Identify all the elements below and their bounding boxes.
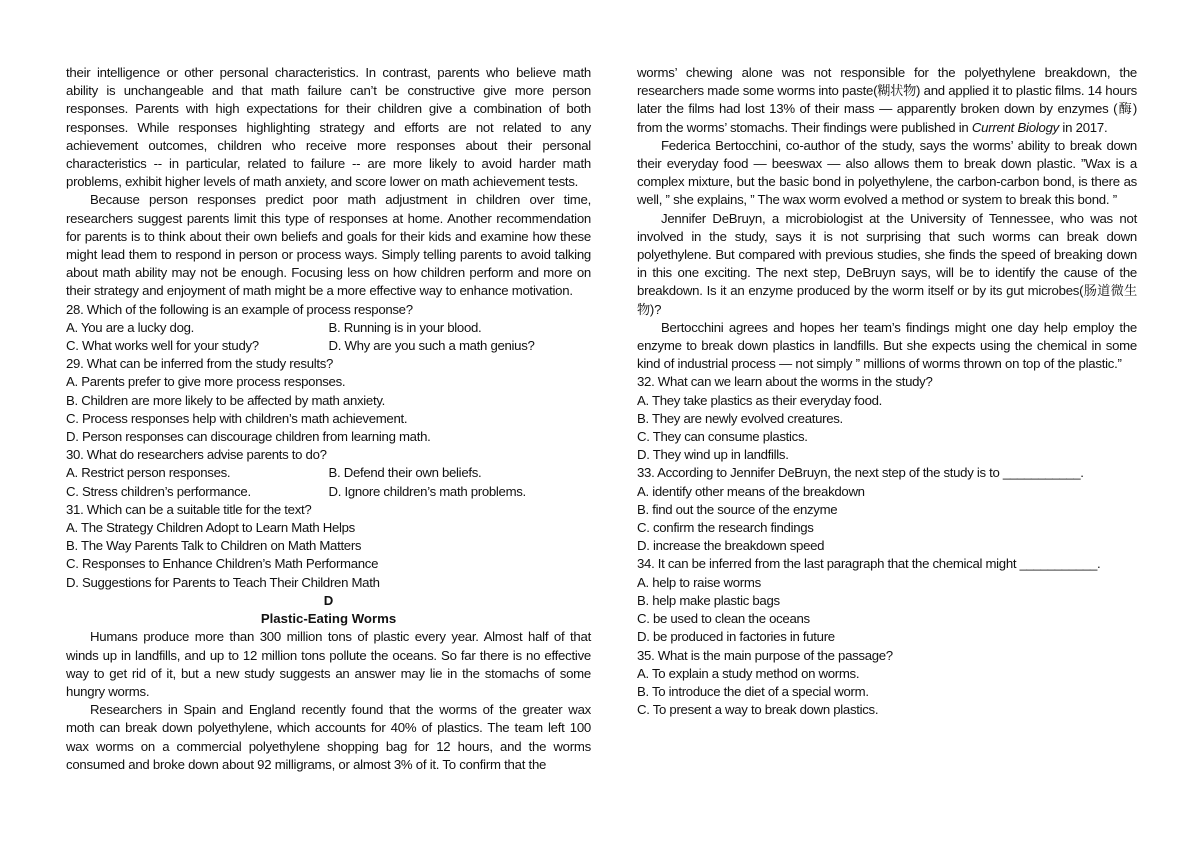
option: C. To present a way to break down plastics. (637, 702, 879, 718)
question-31: 31. Which can be a suitable title for the text? (66, 501, 312, 517)
passage-c-paragraph: Because person responses predict poor math adjustment in children over time, researchers suggest parents limit this type of responses at home. Another recommendation for parents is to think about their own beliefs and goals for their kids and examine how these might lead them to respond in person or process ways. Simply telling parents to avoid talking about math ability may not be enough. Focusing less on how children perform and more on their strategy and enjoyment of math might be a more effective way to enhance motivation. (66, 192, 591, 299)
journal-name: Current Biology (971, 119, 1060, 135)
question-28: 28. Which of the following is an example of process response? (66, 301, 413, 317)
option: C. Responses to Enhance Children’s Math Performance (66, 556, 379, 572)
question-30: 30. What do researchers advise parents to do? (66, 447, 327, 463)
question-32: 32. What can we learn about the worms in the study? (637, 374, 933, 390)
option: A. help to raise worms (637, 574, 761, 590)
option: C. Stress children’s performance. (66, 483, 251, 499)
option: B. To introduce the diet of a special worm. (637, 683, 869, 699)
option: A. The Strategy Children Adopt to Learn Math Helps (66, 520, 355, 536)
option: A. identify other means of the breakdown (637, 483, 865, 499)
passage-title: Plastic-Eating Worms (260, 611, 397, 627)
question-35: 35. What is the main purpose of the passage? (637, 647, 893, 663)
options-row (66, 319, 591, 337)
option: D. Person responses can discourage children from learning math. (66, 429, 431, 445)
option: A. To explain a study method on worms. (637, 665, 860, 681)
option: B. The Way Parents Talk to Children on Math Matters (66, 538, 362, 554)
option: D. Why are you such a math genius? (328, 338, 535, 354)
option: C. Process responses help with children’s math achievement. (66, 410, 408, 426)
passage-d-paragraph: Bertocchini agrees and hopes her team’s findings might one day help employ the enzyme to break down plastics in landfills. But she expects using the chemical in some kind of industrial process — not simply ” millions of worms thrown on top of the plastic.” (637, 319, 1137, 372)
option: A. Restrict person responses. (66, 465, 231, 481)
paragraph-text: in 2017. (1059, 119, 1108, 135)
option: B. They are newly evolved creatures. (637, 410, 843, 426)
question-29: 29. What can be inferred from the study results? (66, 356, 334, 372)
right-column (637, 64, 1137, 719)
left-column (66, 64, 591, 774)
options-row (66, 483, 591, 501)
option: D. Ignore children’s math problems. (328, 483, 526, 499)
option: C. They can consume plastics. (637, 429, 808, 445)
option: A. You are a lucky dog. (66, 319, 195, 335)
option: D. increase the breakdown speed (637, 538, 825, 554)
option: C. be used to clean the oceans (637, 611, 810, 627)
paragraph-text: worms’ chewing alone was not responsible for the polyethylene breakdown, the researchers made some worms into paste(糊状物) and applied it to plastic films. 14 hours later the films had lost 13% of their mass — apparently broken down by enzymes (酶) from the worms’ stomachs. Their findings were published in (637, 65, 1137, 135)
option: A. They take plastics as their everyday food. (637, 392, 883, 408)
passage-c-paragraph: their intelligence or other personal characteristics. In contrast, parents who believe math ability is unchangeable and that math failure can’t be constructive give more person responses. Parents with high expectations for their children give a combination of both responses. While responses highlighting strategy and efforts are not related to any achievement outcomes, children who receive more responses about their personal characteristics -- in particular, related to failure -- are more likely to avoid harder math problems, exhibit higher levels of math anxiety, and score lower on math achievement tests. (66, 65, 591, 190)
option: D. They wind up in landfills. (637, 447, 789, 463)
option: B. Defend their own beliefs. (328, 465, 482, 481)
section-letter: D (323, 592, 334, 608)
option: B. help make plastic bags (637, 592, 780, 608)
passage-d-paragraph: Humans produce more than 300 million tons of plastic every year. Almost half of that winds up in landfills, and up to 12 million tons pollute the oceans. So far there is no effective way to get rid of it, but a new study suggests an answer may lie in the stomachs of some hungry worms. (66, 629, 591, 699)
option: C. confirm the research findings (637, 520, 814, 536)
options-row (66, 337, 591, 355)
passage-d-paragraph: Federica Bertocchini, co-author of the study, says the worms’ ability to break down their everyday food — beeswax — also allows them to break down plastic. ”Wax is a complex mixture, but the basic bond in polyethylene, the carbon-carbon bond, is there as well, ” she explains, ” The wax worm evolved a method or system to break this bond. ” (637, 137, 1137, 208)
passage-d-paragraph: Jennifer DeBruyn, a microbiologist at the University of Tennessee, who was not involved in the study, says it is not surprising that such worms can break down polyethylene. But compared with previous studies, she finds the speed of breaking down in this one exciting. The next step, DeBruyn says, will be to identify the cause of the breakdown. Is it an enzyme produced by the worm itself or by its gut microbes(肠道微生物)? (637, 210, 1137, 317)
passage-d-paragraph: Researchers in Spain and England recently found that the worms of the greater wax moth can break down polyethylene, which accounts for 40% of plastics. The team left 100 wax worms on a commercial polyethylene shopping bag for 12 hours, and the worms consumed and broke down about 92 milligrams, or almost 3% of it. To confirm that the (66, 702, 591, 772)
question-33: 33. According to Jennifer DeBruyn, the next step of the study is to ___________. (637, 465, 1084, 481)
option: B. find out the source of the enzyme (637, 501, 838, 517)
option: B. Running is in your blood. (328, 319, 482, 335)
option: B. Children are more likely to be affected by math anxiety. (66, 392, 385, 408)
options-row (66, 464, 591, 482)
option: A. Parents prefer to give more process responses. (66, 374, 346, 390)
option: C. What works well for your study? (66, 338, 259, 354)
option: D. Suggestions for Parents to Teach Their Children Math (66, 574, 380, 590)
passage-d-paragraph (637, 64, 1137, 137)
question-34: 34. It can be inferred from the last paragraph that the chemical might ___________. (637, 556, 1101, 572)
option: D. be produced in factories in future (637, 629, 835, 645)
